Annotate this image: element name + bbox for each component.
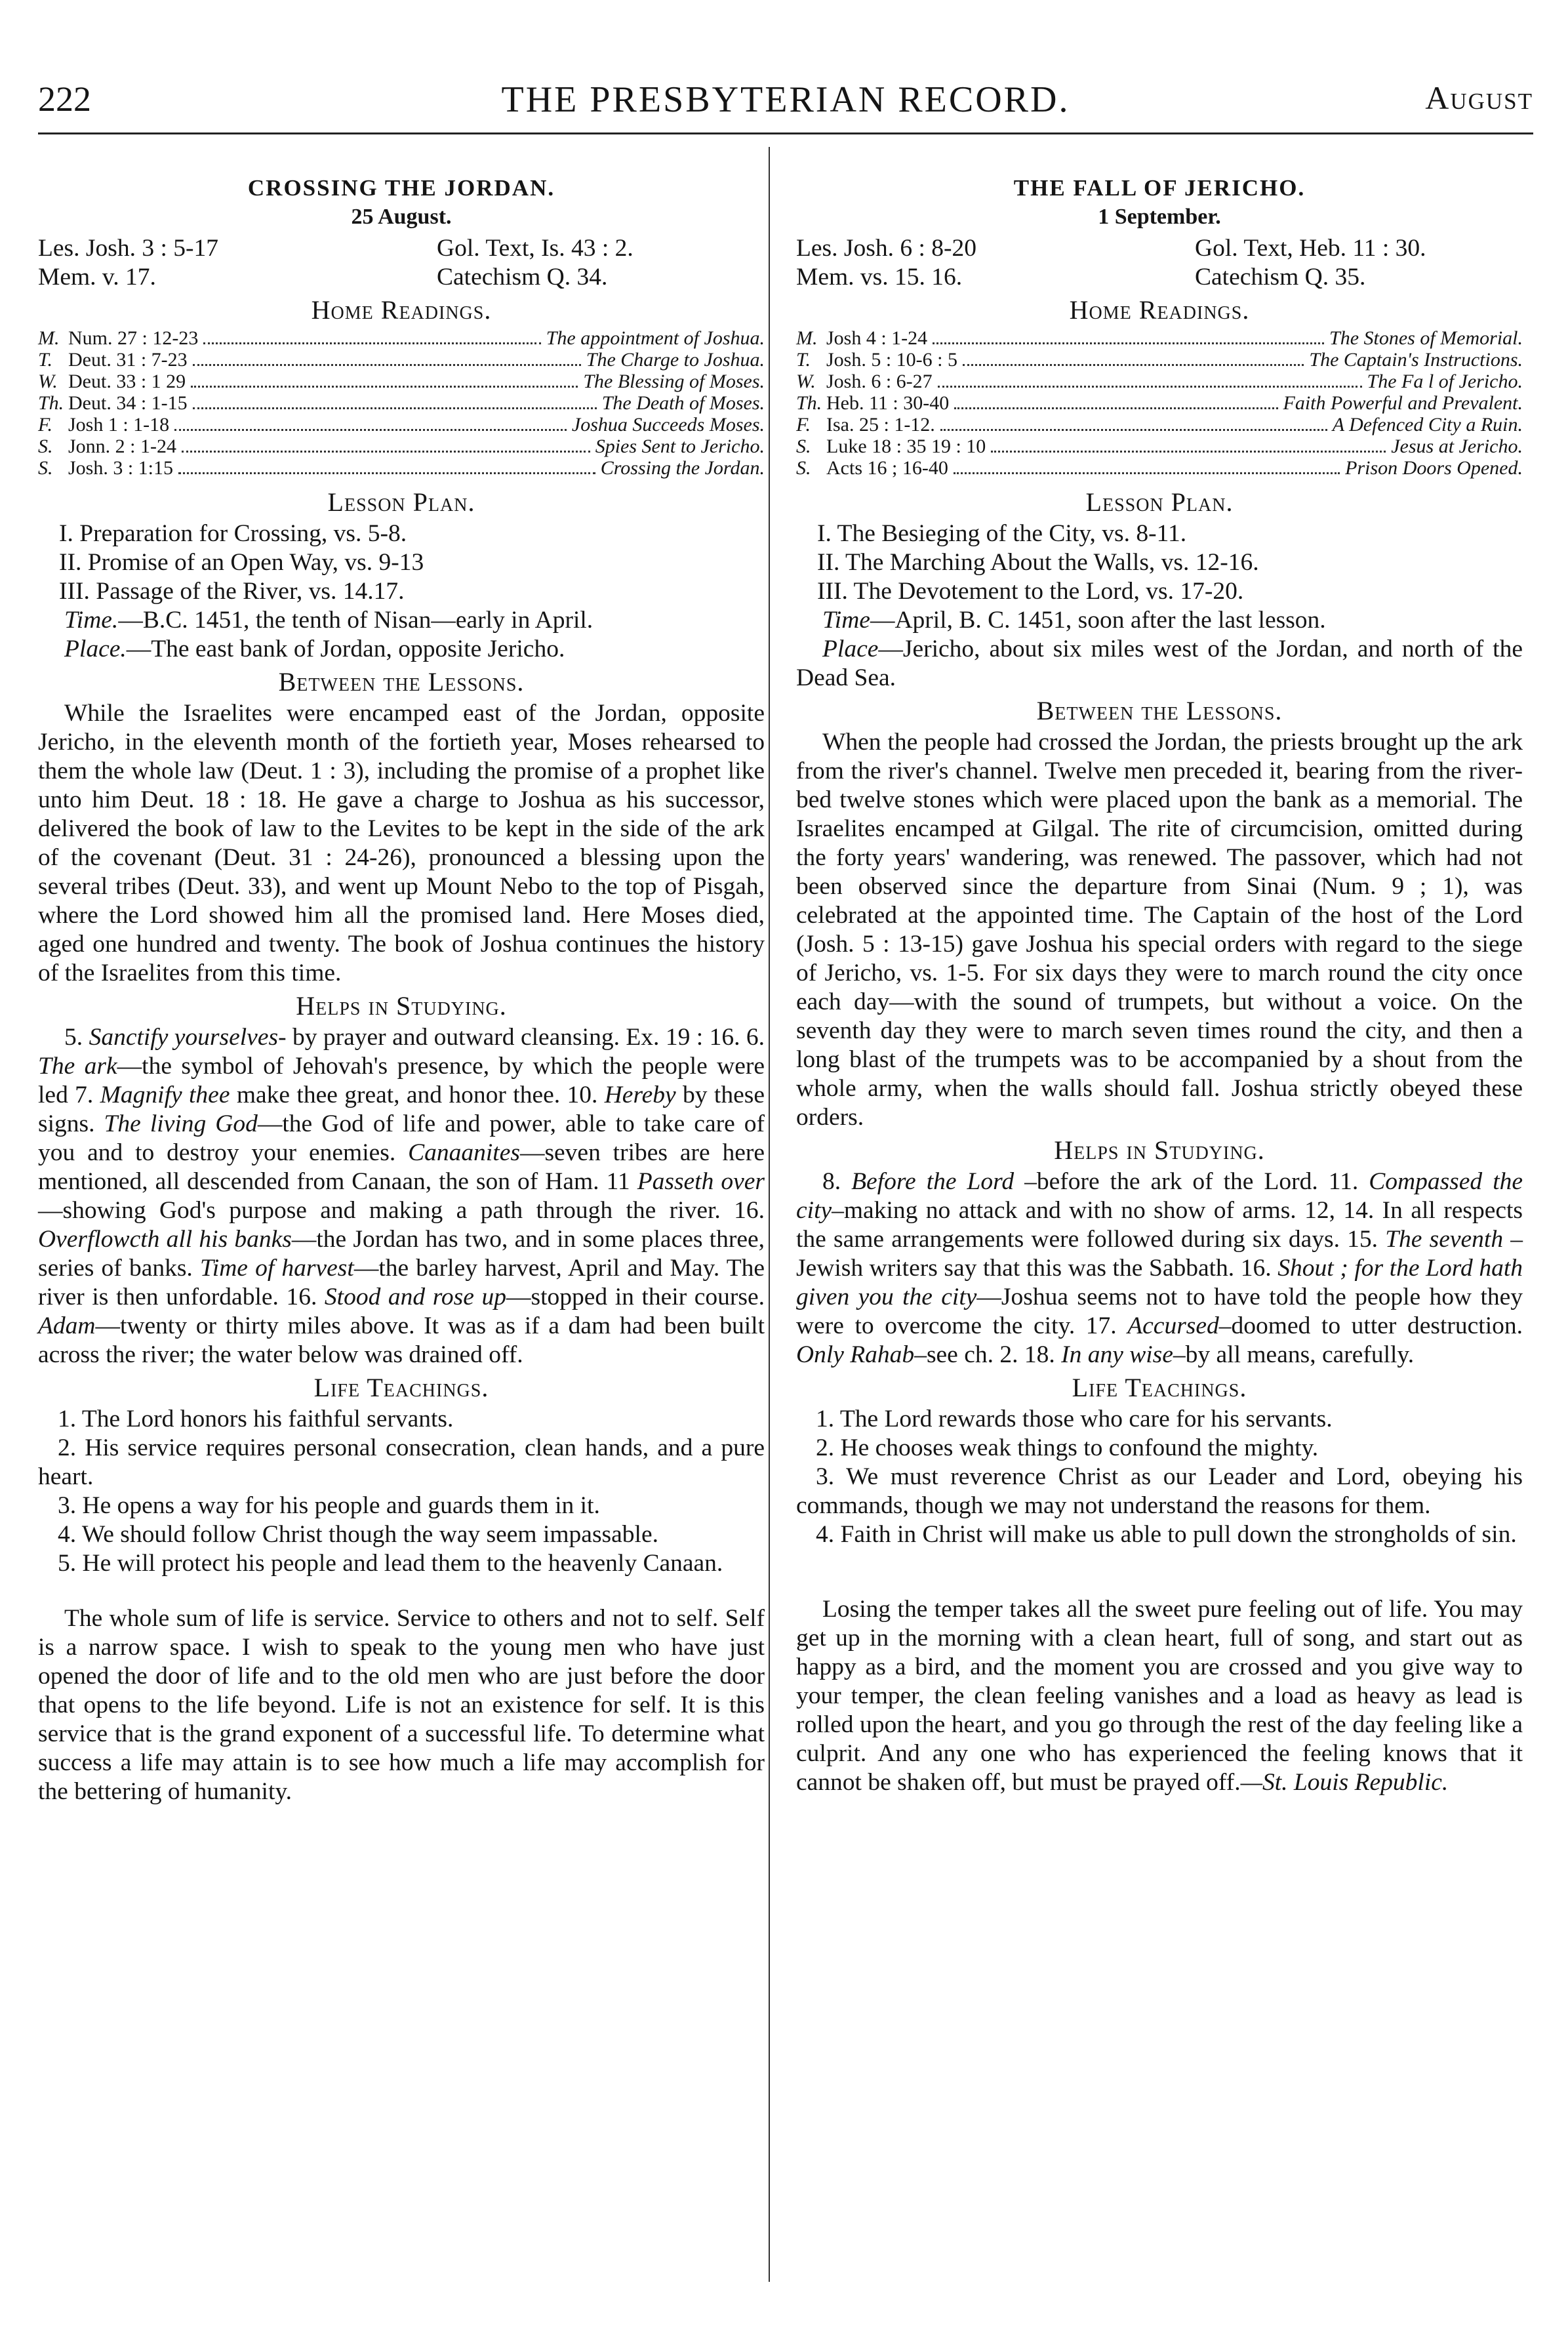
leader-dots — [954, 472, 1340, 474]
reading-row — [38, 349, 765, 371]
memory-verse: Mem. vs. 15. 16. — [796, 264, 963, 291]
lesson-title: CROSSING THE JORDAN. — [247, 175, 555, 201]
plan-item: III. Passage of the River, vs. 14.17. — [59, 578, 405, 605]
catechism: Catechism Q. 34. — [437, 264, 608, 291]
helps-term: Stood and rose up — [324, 1284, 506, 1310]
helps-gloss: –making no attack and with no show of arms. 12, 14. In all respects the same arrangements were followed during six days. 15. — [796, 1197, 1523, 1253]
reading-ref: Josh 4 : 1-24 — [826, 327, 928, 349]
lesson-plan-list — [38, 519, 765, 606]
reading-ref: Josh 1 : 1-18 — [68, 414, 170, 436]
helps-text — [38, 1023, 765, 1369]
reading-ref: Josh. 3 : 1:15 — [68, 457, 174, 479]
memory-verse: Mem. v. 17. — [38, 264, 156, 291]
helps-term: The ark — [38, 1053, 117, 1080]
life-teaching: 4. We should follow Christ though the way seem impassable. — [58, 1521, 658, 1548]
helps-gloss: - by prayer and outward cleansing. Ex. 19 : 16. 6. — [278, 1024, 765, 1051]
plan-item: II. The Marching About the Walls, vs. 12-16. — [817, 549, 1259, 576]
helps-gloss: –by all means, carefully. — [1173, 1341, 1415, 1368]
helps-gloss: —stopped in their course. — [506, 1284, 765, 1310]
temper-essay — [796, 1595, 1523, 1797]
catechism: Catechism Q. 35. — [1195, 264, 1366, 291]
place-text: —The east bank of Jordan, opposite Jericho. — [126, 636, 565, 662]
reading-day: Th. — [796, 392, 822, 414]
reading-ref: Deut. 31 : 7-23 — [68, 349, 188, 371]
spacer — [796, 1549, 1523, 1595]
life-teachings-heading: Life Teachings. — [1072, 1373, 1247, 1402]
reading-ref: Josh. 5 : 10-6 : 5 — [826, 349, 958, 371]
place-label: Place. — [64, 636, 127, 662]
plan-item: I. The Besieging of the City, vs. 8-11. — [817, 520, 1187, 547]
leader-dots — [182, 451, 590, 453]
reading-ref: Isa. 25 : 1-12. — [826, 414, 935, 436]
reading-ref: Num. 27 : 12-23 — [68, 327, 199, 349]
helps-term: Overflowcth all his banks — [38, 1226, 292, 1253]
reading-title: Crossing the Jordan. — [600, 457, 765, 479]
reading-ref: Acts 16 ; 16-40 — [826, 457, 948, 479]
issue-month: August — [1425, 79, 1533, 116]
reading-title: The Death of Moses. — [601, 392, 765, 414]
lesson-title: THE FALL OF JERICHO. — [1013, 175, 1306, 201]
reading-day: W. — [38, 371, 58, 392]
leader-dots — [963, 364, 1304, 366]
life-teaching: 3. He opens a way for his people and guards them in it. — [58, 1492, 600, 1519]
right-column — [796, 174, 1523, 1797]
reading-title: The Blessing of Moses. — [583, 371, 765, 392]
helps-term: Magnify thee — [100, 1082, 230, 1108]
lesson-plan-heading: Lesson Plan. — [1085, 487, 1234, 517]
reading-title: The Captain's Instructions. — [1309, 349, 1523, 371]
left-column — [38, 174, 765, 1806]
leader-dots — [933, 342, 1324, 344]
reading-row — [38, 414, 765, 436]
life-teachings-heading: Life Teachings. — [313, 1373, 489, 1402]
spacer — [38, 1578, 765, 1604]
lesson-plan-heading: Lesson Plan. — [327, 487, 475, 517]
helps-term: Hereby — [604, 1082, 676, 1108]
reading-day: T. — [796, 349, 811, 371]
reading-row — [38, 392, 765, 414]
temper-essay-text: Losing the temper takes all the sweet pure feeling out of life. You may get up in the morning with a clean heart, full of song, and start out as happy as a bird, and the moment you are crossed and you give way to your temper, the clean feeling vanishes and a load as heavy as lead is rolled upon the heart, and you go through the rest of the day feeling like a culprit. And any one who has experienced the feeling knows that it cannot be shaken off, but must be prayed off. — [796, 1596, 1523, 1796]
leader-dots — [940, 429, 1327, 431]
time-label: Time — [822, 607, 870, 634]
helps-gloss: –Jewish writers say that this was the Sabbath. 16. — [796, 1226, 1523, 1282]
lesson-plan-list — [796, 519, 1523, 606]
home-readings-list — [796, 327, 1523, 479]
leader-dots — [991, 451, 1386, 453]
helps-term: Before the Lord — [851, 1168, 1015, 1195]
plan-item: II. Promise of an Open Way, vs. 9-13 — [59, 549, 424, 576]
helps-gloss: —the God of life and power, able to take care of you and to destroy your enemies. — [38, 1110, 765, 1166]
reading-day: W. — [796, 371, 816, 392]
leader-dots — [174, 429, 567, 431]
helps-gloss: by these signs. — [38, 1082, 765, 1137]
time-text: —B.C. 1451, the tenth of Nisan—early in April. — [118, 607, 593, 634]
lesson-refs-row-2 — [796, 263, 1523, 292]
reading-day: S. — [796, 436, 811, 457]
helps-term: Shout ; for the Lord hath given you the city — [796, 1255, 1523, 1310]
reading-day: F. — [796, 414, 811, 436]
place-label: Place — [822, 636, 879, 662]
helps-gloss: make thee great, and honor thee. 10. — [230, 1082, 605, 1108]
helps-gloss: –doomed to utter destruction. — [1218, 1312, 1523, 1339]
helps-gloss: —the symbol of Jehovah's presence, by which the people were led 7. — [38, 1053, 765, 1108]
leader-dots — [191, 386, 578, 388]
reading-title: Faith Powerful and Prevalent. — [1283, 392, 1523, 414]
reading-ref: Heb. 11 : 30-40 — [826, 392, 950, 414]
life-teaching: 3. We must reverence Christ as our Leader and Lord, obeying his commands, though we may not understand the reasons for them. — [796, 1463, 1523, 1519]
reading-row — [38, 371, 765, 392]
reading-title: A Defenced City a Ruin. — [1332, 414, 1523, 436]
helps-heading: Helps in Studying. — [1054, 1135, 1265, 1165]
leader-dots — [193, 364, 581, 366]
helps-gloss: 8. — [822, 1168, 852, 1195]
lesson-place — [796, 635, 1523, 693]
between-lessons-heading: Between the Lessons. — [278, 667, 525, 697]
reading-row — [796, 457, 1523, 479]
helps-heading: Helps in Studying. — [296, 991, 507, 1021]
helps-gloss: —the barley harvest, April and May. The river is then unfordable. 16. — [38, 1255, 765, 1310]
leader-dots — [938, 386, 1362, 388]
lesson-scripture: Les. Josh. 3 : 5-17 — [38, 235, 218, 262]
helps-term: The living God — [104, 1110, 258, 1137]
helps-gloss: 5. — [64, 1024, 89, 1051]
reading-title: The appointment of Joshua. — [546, 327, 765, 349]
helps-gloss: —showing God's purpose and making a path through the river. 16. — [38, 1197, 765, 1224]
leader-dots — [203, 342, 540, 344]
helps-term: Time of harvest — [199, 1255, 354, 1282]
reading-day: S. — [38, 436, 53, 457]
home-readings-heading: Home Readings. — [311, 295, 492, 325]
service-essay: The whole sum of life is service. Service to others and not to self. Self is a narrow space. I wish to speak to the young men who have just opened the door of life and to the old men who are just before the door that opens to the life beyond. Life is not an existence for self. It is this service that is the grand exponent of a successful life. To determine what success a life may attain is to see how much a life may accomplish for the bettering of humanity. — [38, 1605, 765, 1805]
time-label: Time. — [64, 607, 119, 634]
publication-title: THE PRESBYTERIAN RECORD. — [501, 79, 1070, 120]
reading-row — [38, 436, 765, 457]
page-number: 222 — [38, 79, 91, 119]
time-text: —April, B. C. 1451, soon after the last lesson. — [870, 607, 1326, 634]
reading-day: M. — [38, 327, 60, 349]
lesson-time — [796, 606, 1523, 635]
reading-row — [38, 327, 765, 349]
reading-row — [796, 349, 1523, 371]
golden-text: Gol. Text, Is. 43 : 2. — [437, 235, 633, 262]
reading-title: The Fa l of Jericho. — [1367, 371, 1523, 392]
lesson-place — [38, 635, 765, 664]
helps-term: In any wise — [1061, 1341, 1173, 1368]
lesson-scripture: Les. Josh. 6 : 8-20 — [796, 235, 976, 262]
between-lessons-text: When the people had crossed the Jordan, the priests brought up the ark from the river's channel. Twelve men preceded it, bearing from the river-bed twelve stones which were placed upon the bank as a memorial. The Israelites encamped at Gilgal. The rite of circumcision, omitted during the forty years' wandering, was renewed. The passover, which had not been observed since the departure from Sinai (Num. 9 ; 1), was celebrated at the appointed time. The Captain of the host of the Lord (Josh. 5 : 13-15) gave Joshua his special orders with regard to the siege of Jericho, vs. 1-5. For six days they were to march round the city once each day—with the sound of trumpets, but without a voice. On the seventh day they were to march seven times round the city, and then a long blast of the trumpets was to be accompanied by a shout from the whole army, when the walls should fall. Joshua strictly obeyed these orders. — [796, 729, 1523, 1131]
helps-term: Canaanites — [408, 1139, 520, 1166]
home-readings-heading: Home Readings. — [1069, 295, 1250, 325]
reading-ref: Deut. 34 : 1-15 — [68, 392, 188, 414]
reading-ref: Josh. 6 : 6-27 — [826, 371, 933, 392]
helps-gloss: —Joshua seems not to have told the people how they were to overcome the city. 17. — [796, 1284, 1523, 1339]
reading-row — [796, 371, 1523, 392]
reading-day: T. — [38, 349, 52, 371]
reading-ref: Jonn. 2 : 1-24 — [68, 436, 176, 457]
reading-row — [38, 457, 765, 479]
reading-row — [796, 327, 1523, 349]
life-teaching: 4. Faith in Christ will make us able to pull down the strongholds of sin. — [816, 1521, 1517, 1548]
reading-title: Prison Doors Opened. — [1345, 457, 1523, 479]
lesson-date: 25 August. — [351, 205, 452, 229]
reading-row — [796, 414, 1523, 436]
lesson-refs-row-1 — [796, 234, 1523, 263]
helps-term: Adam — [38, 1312, 96, 1339]
reading-day: S. — [796, 457, 811, 479]
reading-ref: Deut. 33 : 1 29 — [68, 371, 186, 392]
leader-dots — [954, 407, 1277, 409]
lesson-refs-row-1 — [38, 234, 765, 263]
column-divider — [769, 147, 770, 2282]
between-lessons-text: While the Israelites were encamped east of the Jordan, opposite Jericho, in the eleventh month of the fortieth year, Moses rehearsed to them the whole law (Deut. 1 : 3), including the promise of a prophet like unto him Deut. 18 : 18. He gave a charge to Joshua as his successor, delivered the book of law to the Levites to be kept in the side of the ark of the covenant (Deut. 31 : 24-26), pronounced a blessing upon the several tribes (Deut. 33), and went up Mount Nebo to the top of Pisgah, where the Lord showed him all the promised land. Here Moses died, aged one hundred and twenty. The book of Joshua continues the history of the Israelites from this time. — [38, 700, 765, 986]
helps-gloss: —seven tribes are here mentioned, all descended from Canaan, the son of Ham. 11 — [38, 1139, 765, 1195]
essay-source: —St. Louis Republic. — [1240, 1769, 1449, 1796]
plan-item: III. The Devotement to the Lord, vs. 17-20. — [817, 578, 1244, 605]
reading-title: Joshua Succeeds Moses. — [571, 414, 765, 436]
helps-term: Only Rahab — [796, 1341, 915, 1368]
reading-title: Jesus at Jericho. — [1391, 436, 1523, 457]
lesson-date: 1 September. — [1098, 205, 1221, 229]
leader-dots — [193, 407, 597, 409]
helps-gloss: –see ch. 2. 18. — [914, 1341, 1062, 1368]
reading-day: Th. — [38, 392, 64, 414]
reading-row — [796, 392, 1523, 414]
home-readings-list — [38, 327, 765, 479]
page-header — [38, 79, 1533, 131]
place-text: —Jericho, about six miles west of the Jordan, and north of the Dead Sea. — [796, 636, 1523, 691]
helps-term: Passeth over — [637, 1168, 765, 1195]
life-teaching: 2. He chooses weak things to confound the mighty. — [816, 1434, 1319, 1461]
reading-row — [796, 436, 1523, 457]
life-teaching: 1. The Lord rewards those who care for his servants. — [816, 1406, 1333, 1432]
leader-dots — [178, 472, 595, 474]
helps-term: Accursed — [1127, 1312, 1219, 1339]
header-rule — [38, 132, 1533, 134]
reading-title: The Stones of Memorial. — [1329, 327, 1523, 349]
reading-day: F. — [38, 414, 52, 436]
lesson-time — [38, 606, 765, 635]
between-lessons-heading: Between the Lessons. — [1036, 696, 1283, 725]
life-teaching: 1. The Lord honors his faithful servants. — [58, 1406, 454, 1432]
reading-title: Spies Sent to Jericho. — [595, 436, 765, 457]
reading-day: M. — [796, 327, 818, 349]
reading-ref: Luke 18 : 35 19 : 10 — [826, 436, 986, 457]
reading-day: S. — [38, 457, 53, 479]
reading-title: The Charge to Joshua. — [586, 349, 765, 371]
helps-gloss: —twenty or thirty miles above. It was as if a dam had been built across the river; the water below was drained off. — [38, 1312, 765, 1368]
helps-text — [796, 1167, 1523, 1369]
plan-item: I. Preparation for Crossing, vs. 5-8. — [59, 520, 407, 547]
helps-gloss: —the Jordan has two, and in some places three, series of banks. — [38, 1226, 765, 1282]
helps-term: The seventh — [1385, 1226, 1504, 1253]
life-teaching: 2. His service requires personal consecration, clean hands, and a pure heart. — [38, 1434, 765, 1490]
helps-term: Sanctify yourselves — [89, 1024, 279, 1051]
helps-gloss: –before the ark of the Lord. 11. — [1014, 1168, 1369, 1195]
helps-term: Compassed the city — [796, 1168, 1523, 1224]
life-teaching: 5. He will protect his people and lead them to the heavenly Canaan. — [58, 1550, 723, 1577]
lesson-refs-row-2 — [38, 263, 765, 292]
golden-text: Gol. Text, Heb. 11 : 30. — [1195, 235, 1426, 262]
